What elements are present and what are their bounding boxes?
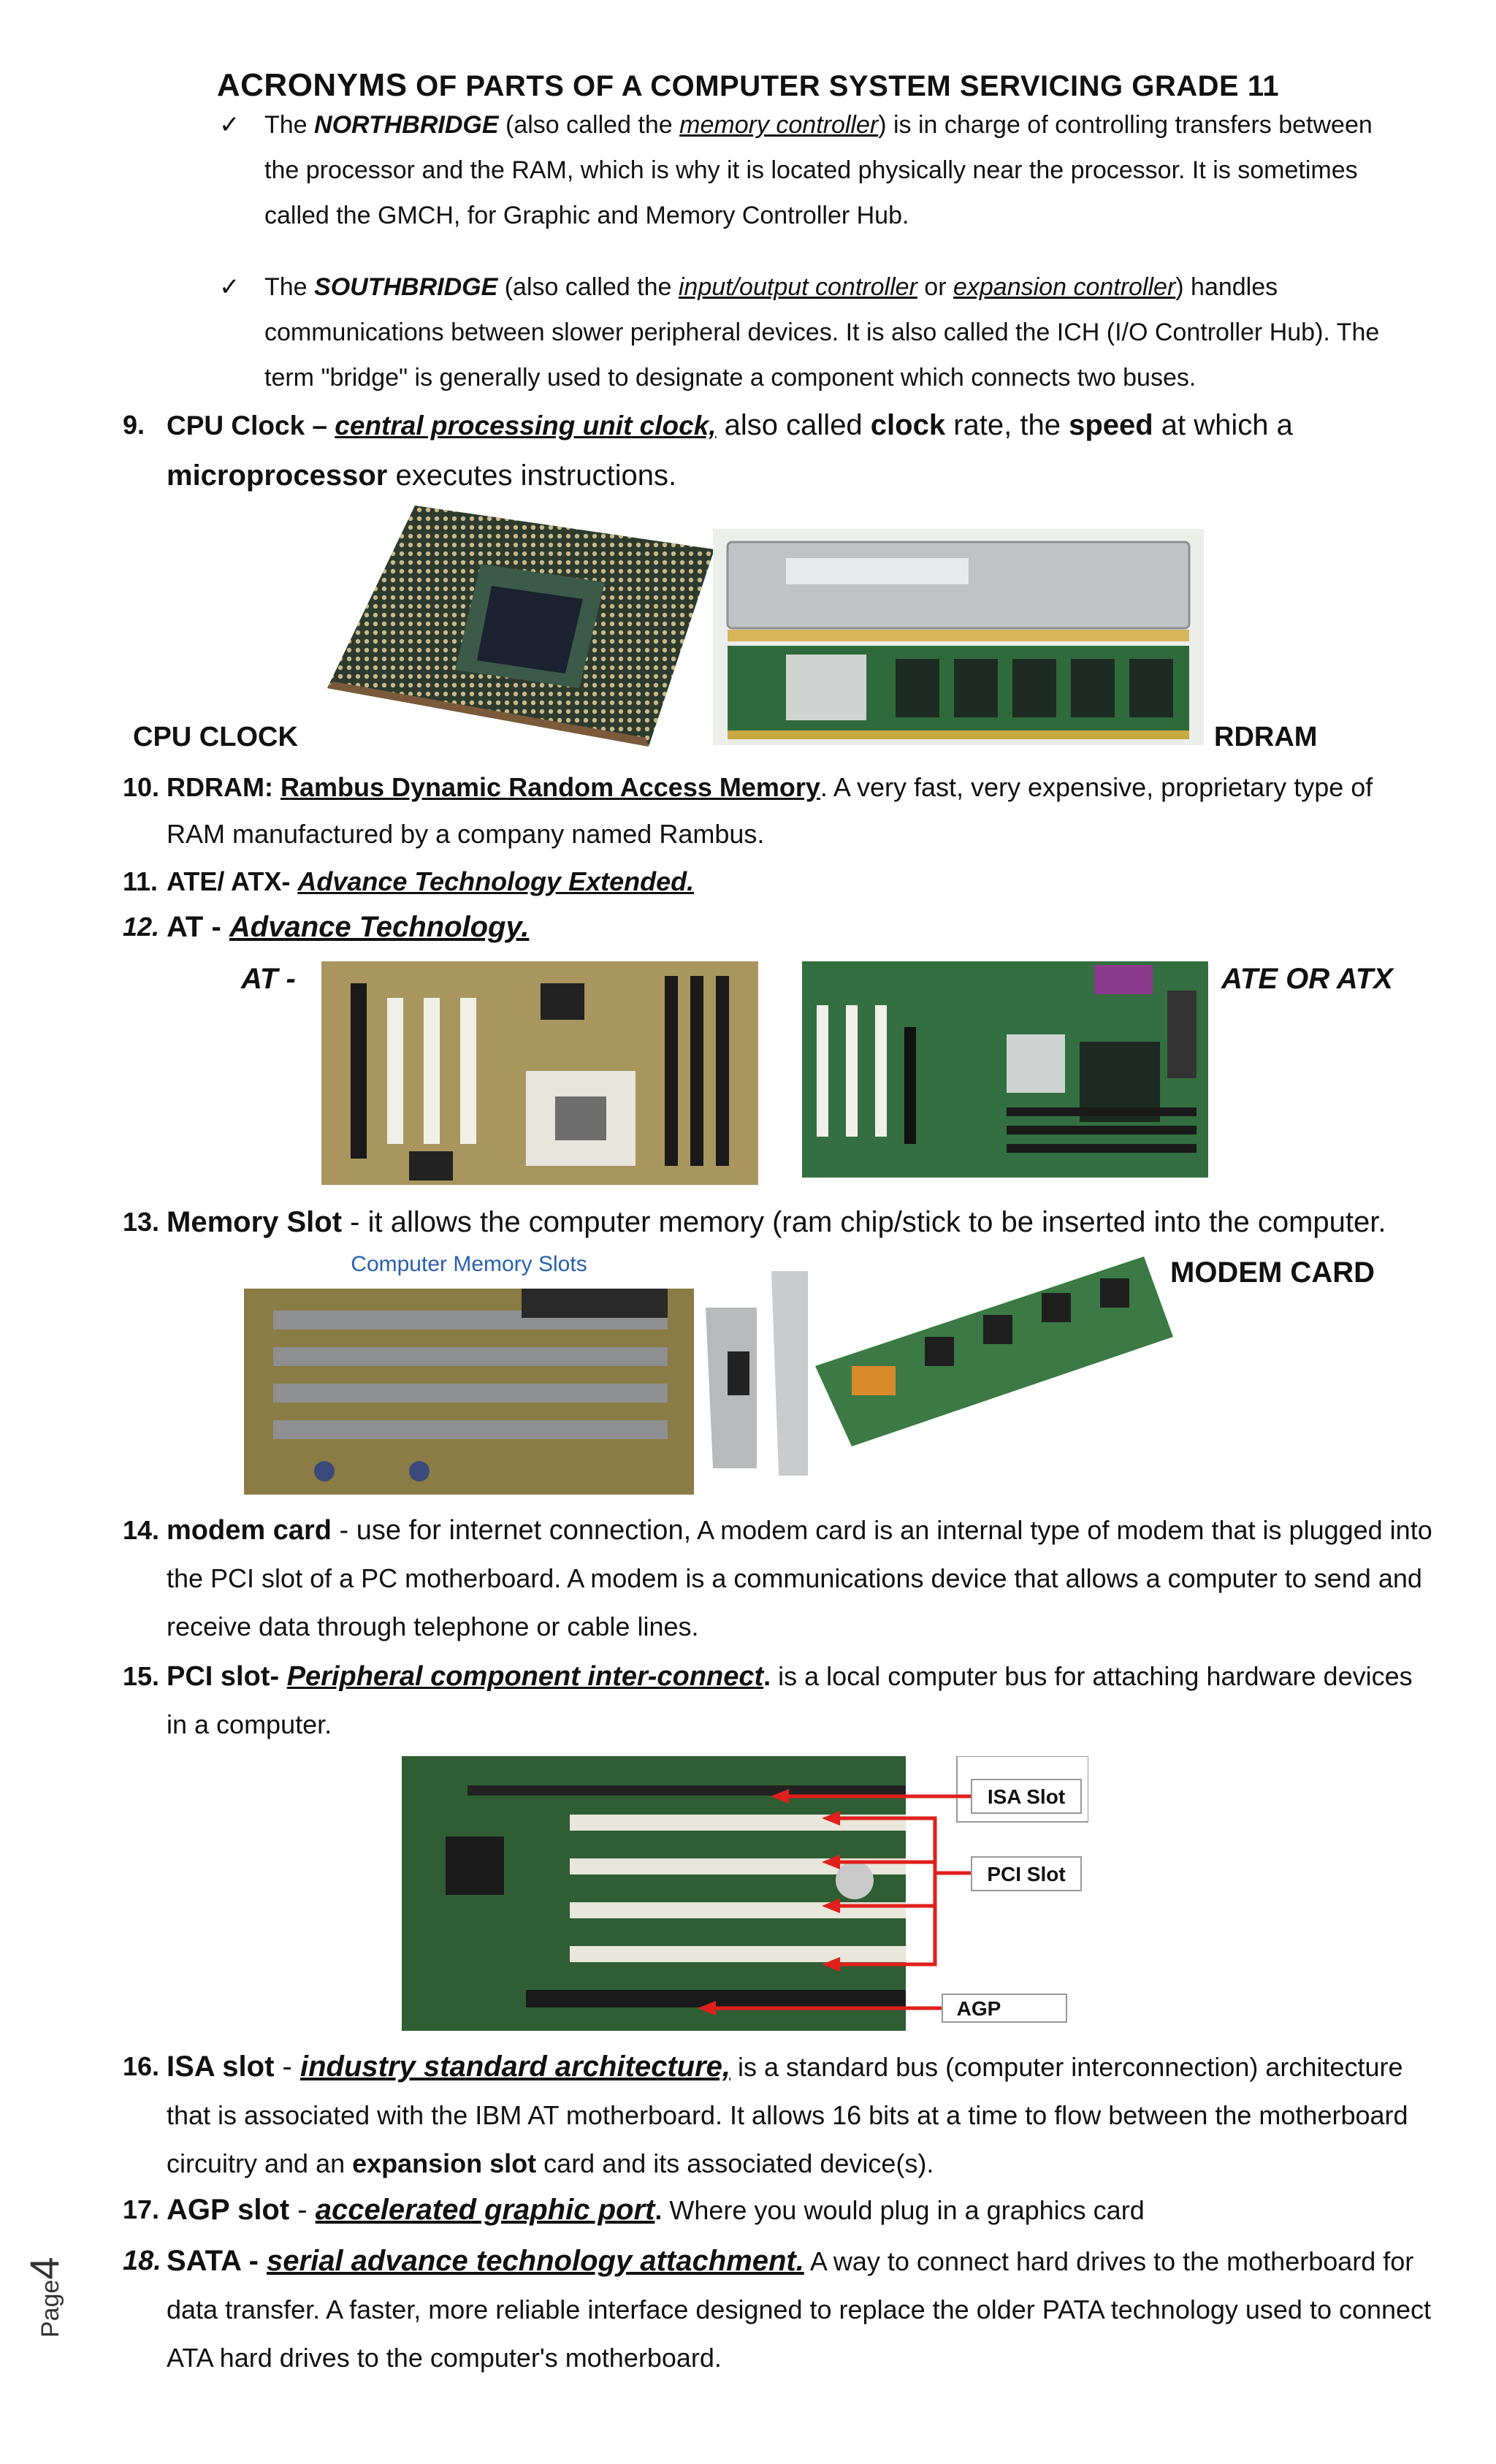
item-term: PCI slot-: [167, 1661, 287, 1692]
item-definition: industry standard architecture,: [299, 2051, 731, 2083]
title-rest: OF PARTS OF A COMPUTER SYSTEM SERVICING GRADE 11: [407, 70, 1280, 102]
item-rdram: [123, 764, 1438, 858]
item-term: modem card: [167, 1515, 332, 1546]
text-run: .: [654, 2195, 663, 2225]
text-run: clock: [870, 409, 946, 441]
item-cpu-clock: [123, 400, 1438, 500]
text-run: - it allows the computer memory (ram chip/stick to be inserted into the computer.: [342, 1206, 1386, 1238]
text-run: speed: [1069, 409, 1153, 441]
modem-card-caption: MODEM CARD: [1170, 1256, 1375, 1289]
item-number: 14.: [123, 1515, 160, 1545]
text-run: is a standard bus (computer interconnection) architecture that is associated with the IBM AT motherboard. It allows 16 bits at a time to flow between the motherboard circuitry and an: [167, 2052, 1408, 2178]
item-agp-slot: [123, 2186, 1438, 2235]
item-sata: [123, 2237, 1438, 2382]
text-run: -: [289, 2194, 316, 2226]
expansion-slots-diagram: [402, 1756, 1088, 2034]
pci-slot-label: PCI Slot: [987, 1863, 1066, 1885]
item-number: 17.: [123, 2194, 160, 2224]
item-number: 15.: [123, 1661, 160, 1691]
text-run: expansion slot: [352, 2148, 537, 2178]
atx-motherboard-image: [802, 961, 1208, 1178]
item-term: SATA -: [167, 2245, 267, 2277]
check-icon: ✓: [219, 273, 240, 301]
text-run: rate, the: [945, 409, 1069, 441]
item-body: [167, 2237, 1438, 2382]
atx-caption: ATE OR ATX: [1221, 963, 1393, 995]
page-number: [20, 2257, 68, 2338]
cpu-clock-caption: CPU CLOCK: [133, 722, 298, 752]
text-run: also called: [716, 409, 871, 441]
item-definition: Rambus Dynamic Random Access Memory: [280, 772, 820, 802]
item-number: 9.: [123, 410, 145, 440]
rdram-image: [713, 529, 1204, 745]
page-label: Page: [37, 2279, 64, 2338]
item-term: RDRAM:: [167, 772, 280, 802]
item-term: ISA slot: [167, 2051, 275, 2083]
item-definition: Advance Technology Extended.: [297, 866, 695, 896]
item-term: AGP slot: [167, 2194, 290, 2226]
item-number: 13.: [123, 1207, 160, 1237]
item-number: 10.: [123, 772, 160, 802]
item-term: ATE/ ATX-: [167, 866, 298, 896]
text-run: The: [264, 111, 315, 139]
northbridge-text: [264, 102, 1388, 238]
item-isa-slot: [123, 2042, 1438, 2188]
item-pci-slot: [123, 1652, 1438, 1749]
item-body: [167, 1506, 1438, 1651]
text-run: (also called the: [497, 273, 679, 301]
item-definition: serial advance technology attachment.: [267, 2245, 804, 2277]
item-body: [167, 1652, 1438, 1749]
item-definition: Peripheral component inter-connect: [286, 1661, 764, 1692]
isa-slot-label: ISA Slot: [987, 1785, 1066, 1808]
text-run: ) is in charge of controlling transfers between the processor and the RAM, which is why it is located physically near the processor. It is sometimes called the GMCH, for Graphic and Memory Controller Hub.: [264, 111, 1373, 229]
text-run: The: [264, 273, 315, 301]
page-title: [0, 67, 1496, 104]
item-body: [167, 2186, 1438, 2235]
io-controller-term: input/output controller: [678, 273, 917, 301]
item-body: [167, 903, 1438, 951]
text-run: card and its associated device(s).: [536, 2148, 934, 2178]
text-run: .: [763, 1661, 771, 1691]
memory-slots-image: [244, 1252, 694, 1495]
item-number: 11.: [123, 866, 159, 896]
text-run: microprocessor: [167, 459, 388, 492]
item-body: [167, 2042, 1438, 2188]
text-run: -: [274, 2051, 300, 2083]
item-atx: [123, 858, 1438, 906]
text-run: or: [917, 273, 953, 301]
text-run: executes instructions.: [387, 459, 677, 492]
item-number: 18.: [123, 2246, 161, 2276]
northbridge-term: NORTHBRIDGE: [314, 111, 499, 139]
text-run: (also called the: [498, 111, 680, 139]
item-definition: central processing unit clock,: [335, 411, 717, 440]
item-body: [167, 858, 1438, 906]
memory-slots-label: Computer Memory Slots: [351, 1252, 587, 1276]
southbridge-bullet: [219, 264, 1388, 400]
item-memory-slot: [123, 1198, 1438, 1246]
item-term: Memory Slot: [167, 1206, 343, 1238]
item-body: [167, 400, 1438, 500]
check-icon: ✓: [219, 111, 240, 139]
item-definition: accelerated graphic port: [315, 2194, 655, 2226]
item-number: 16.: [123, 2051, 160, 2081]
item-term: AT -: [167, 911, 229, 943]
memory-controller-term: memory controller: [679, 111, 879, 139]
title-main: ACRONYMS: [216, 67, 408, 103]
northbridge-bullet: [219, 102, 1388, 238]
text-run: ) handles communications between slower peripheral devices. It is also called the ICH (I/O Controller Hub). The term "bridge" is generally used to designate a component which connects two buses.: [264, 273, 1380, 392]
southbridge-text: [264, 264, 1388, 400]
text-run: A way to connect hard drives to the motherboard for data transfer. A faster, more reliable interface designed to replace the older PATA technology used to connect ATA hard drives to the computer's motherboard.: [167, 2246, 1432, 2373]
text-run: - use for internet connection,: [331, 1515, 692, 1546]
text-run: is a local computer bus for attaching hardware devices in a computer.: [167, 1661, 1413, 1739]
page-number-value: 4: [21, 2257, 67, 2280]
text-run: at which a: [1153, 409, 1293, 441]
modem-card-image: [706, 1256, 1173, 1483]
item-body: [167, 764, 1438, 858]
text-run: Where you would plug in a graphics card: [662, 2195, 1145, 2225]
item-definition: Advance Technology.: [229, 911, 530, 943]
item-term: CPU Clock –: [167, 411, 335, 440]
at-motherboard-image: [321, 961, 758, 1185]
item-modem-card: [123, 1506, 1438, 1651]
item-at: [123, 903, 1438, 951]
agp-label: AGP: [956, 1997, 1001, 2020]
item-number: 12.: [123, 912, 160, 942]
at-caption: AT -: [241, 963, 296, 995]
southbridge-term: SOUTHBRIDGE: [314, 273, 498, 301]
text-run: . A very fast, very expensive, proprietary type of RAM manufactured by a company named Rambus.: [167, 772, 1373, 849]
text-run: A modem card is an internal type of modem that is plugged into the PCI slot of a PC motherboard. A modem is a communications device that allows a computer to send and receive data through telephone or cable lines.: [167, 1515, 1432, 1641]
item-body: [167, 1198, 1438, 1246]
rdram-caption: RDRAM: [1214, 722, 1318, 752]
cpu-image: [327, 506, 714, 747]
expansion-controller-term: expansion controller: [953, 273, 1176, 301]
